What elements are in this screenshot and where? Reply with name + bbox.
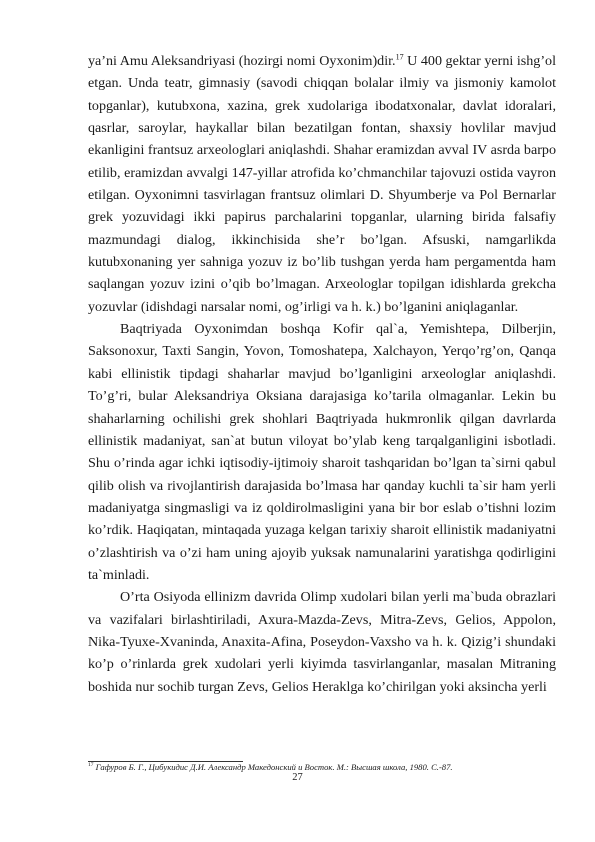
paragraph-1-text-after: U 400 gektar yerni ishg’ol etgan. Unda teatr, gimnasiy (savodi chiqqan bolalar ilmiy va jismoniy kamolot topganlar), kutubxona, xazina, grek xudolariga ibodatxonalar, davlat idoralari, qasrlar, saroylar, haykallar bilan bezatilgan fontan, shaxsiy hovlilar mavjud ekanligini frantsuz arxeologlari aniqlashdi. Shahar eramizdan avval IV asrda barpo etilib, eramizdan avvalgi 147-yillar atrofida ko’chmanchilar tajovuzi ostida vayron etilgan. Oyxonimni tasvirlagan frantsuz olimlari D. Shyumberje va Pol Bernarlar grek yozuvidagi ikki papirus parchalarini topganlar, ularning birida falsafiy mazmundagi dialog, ikkinchisida she’r bo’lgan. Afsuski, namgarlikda kutubxonaning yer sahniga yozuv iz bo’lib tushgan yerda ham pergamentda ham saqlangan yozuv izini o’qib bo’lmagan. Arxeologlar topilgan idishlarda grekcha yozuvlar (idishdagi narsalar nomi, og’irligi va h. k.) bo’lganini aniqlaganlar.: [88, 53, 556, 315]
document-body: [88, 50, 556, 698]
paragraph-1-text-before: ya’ni Amu Aleksandriyasi (hozirgi nomi Oyxonim)dir.: [88, 53, 396, 69]
page-number: 27: [292, 772, 303, 783]
paragraph-1: [88, 50, 556, 318]
footnote-reference[interactable]: 17: [395, 52, 404, 62]
footnote-text: Гафуров Б. Г., Цибукидис Д.И. Александр Македонский и Восток. М.: Высшая школа, 1980. С.-87.: [93, 762, 453, 772]
paragraph-2: Baqtriyada Oyxonimdan boshqa Kofir qal`a, Yemishtepa, Dilberjin, Saksonoxur, Taxti Sangin, Yovon, Tomoshatepa, Xalchayon, Yerqo’rg’on, Qanqa kabi ellinistik tipdagi shaharlar mavjud bo’lganligini arxeologlar aniqlashdi. To’g’ri, bular Aleksandriya Oksiana darajasiga ko’tarila olmaganlar. Lekin bu shaharlarning ochilishi grek shohlari Baqtriyada hukmronlik qilgan davrlarda ellinistik madaniyat, san`at butun viloyat bo’ylab keng tarqalganligini isbotladi. Shu o’rinda agar ichki iqtisodiy-ijtimoiy sharoit tashqaridan bo’lgan ta`sirni qabul qilib olish va rivojlantirish darajasida bo’lmasa har qanday kuchli ta`sir ham yerli madaniyatga singmasligi va iz qoldirolmasligini yana bir bor eslab o’tishni lozim ko’rdik. Haqiqatan, mintaqada yuzaga kelgan tarixiy sharoit ellinistik madaniyatni o’zlashtirish va o’zi ham uning ajoyib yuksak namunalarini yaratishga qodirligini ta`minladi.: [88, 321, 556, 583]
footnote-number: 17: [88, 762, 94, 769]
paragraph-3: O’rta Osiyoda ellinizm davrida Olimp xudolari bilan yerli ma`buda obrazlari va vazifalari birlashtiriladi, Axura-Mazda-Zevs, Mitra-Zevs, Gelios, Appolon, Nika-Tyuxe-Xvaninda, Anaxita-Afina, Poseydon-Vaxsho va h. k. Qizig’i shundaki ko’p o’rinlarda grek xudolari yerli kiyimda tasvirlanganlar, masalan Mitraning boshida nur sochib turgan Zevs, Gelios Heraklga ko’chirilgan yoki aksincha yerli: [88, 589, 556, 695]
